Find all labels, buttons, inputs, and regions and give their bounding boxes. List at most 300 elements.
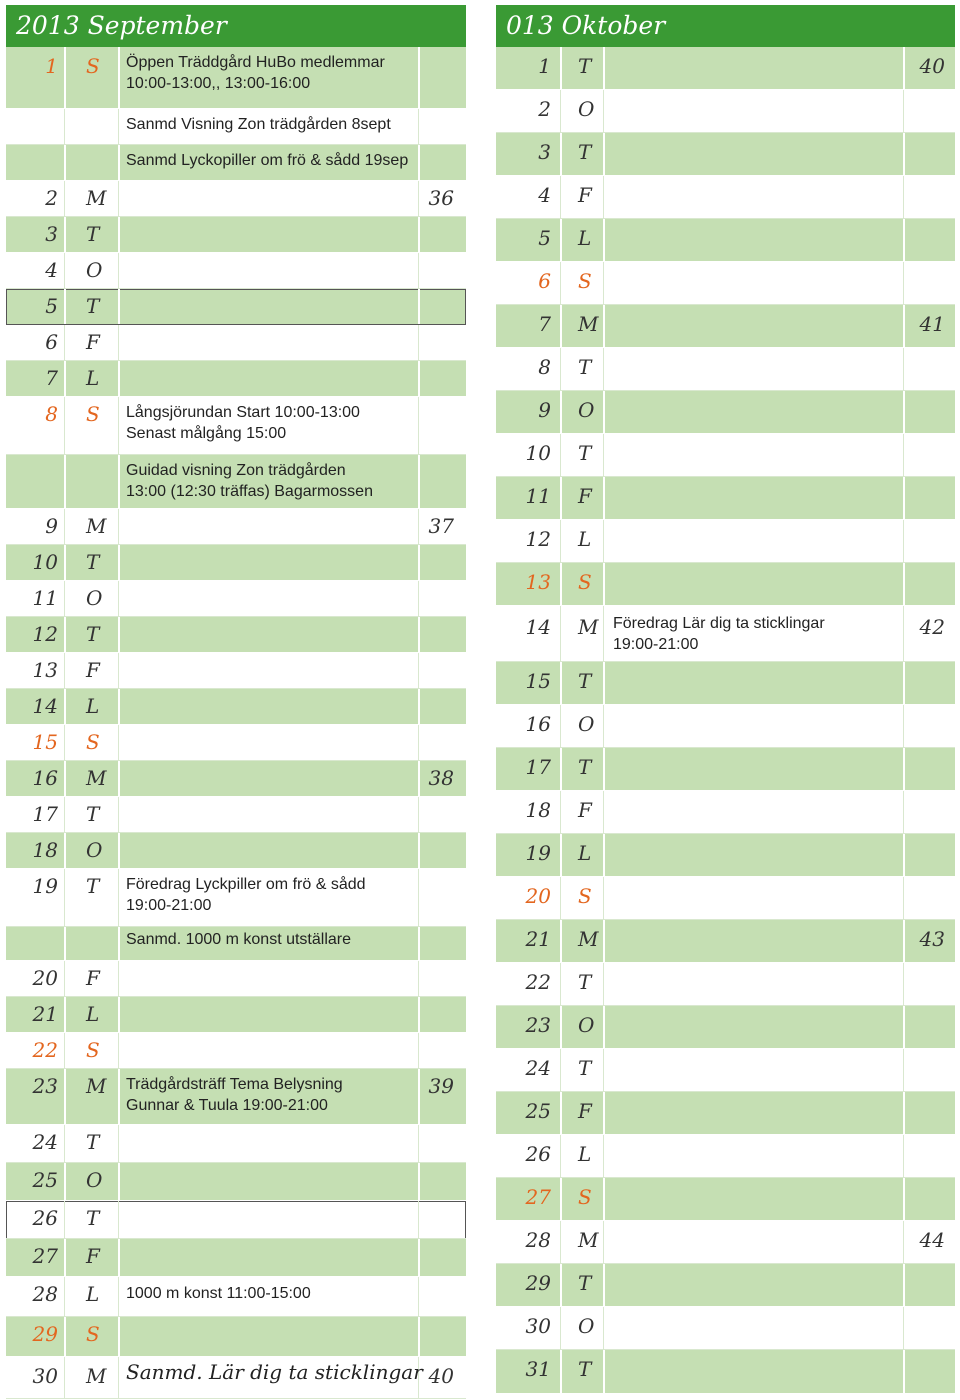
column-divider bbox=[560, 791, 561, 833]
weekday-letter: T bbox=[578, 970, 592, 994]
day-row-17 bbox=[496, 748, 955, 791]
column-divider bbox=[903, 262, 904, 304]
day-number: 18 bbox=[525, 798, 551, 822]
column-divider bbox=[118, 689, 120, 724]
weekday-letter: S bbox=[86, 730, 100, 754]
event-line: Sanmd. 1000 m konst utställare bbox=[126, 931, 352, 948]
day-row-2 bbox=[496, 90, 955, 133]
event-row bbox=[6, 927, 466, 961]
day-row-16 bbox=[6, 761, 466, 797]
column-divider bbox=[560, 262, 561, 304]
weekday-letter: F bbox=[86, 966, 100, 990]
day-number: 17 bbox=[525, 755, 551, 779]
day-number: 6 bbox=[538, 269, 551, 293]
event-line: 10:00-13:00,, 13:00-16:00 bbox=[126, 75, 311, 92]
day-row-14 bbox=[6, 689, 466, 725]
column-divider bbox=[603, 176, 604, 218]
column-divider bbox=[118, 289, 120, 324]
day-number: 28 bbox=[32, 1282, 58, 1306]
column-divider bbox=[903, 477, 905, 519]
weekday-letter: L bbox=[86, 1002, 100, 1026]
column-divider bbox=[903, 434, 904, 476]
day-number: 12 bbox=[525, 527, 551, 551]
column-divider bbox=[903, 748, 905, 790]
column-divider bbox=[64, 455, 66, 508]
column-divider bbox=[64, 797, 65, 832]
event-line: Gunnar & Tuula 19:00-21:00 bbox=[126, 1097, 328, 1114]
column-divider bbox=[418, 1163, 420, 1200]
weekday-letter: T bbox=[578, 1357, 592, 1381]
week-number: 39 bbox=[428, 1074, 454, 1098]
column-divider bbox=[560, 47, 562, 89]
day-number: 1 bbox=[45, 54, 58, 78]
column-divider bbox=[560, 133, 562, 175]
column-divider bbox=[560, 305, 562, 347]
column-divider bbox=[64, 1277, 65, 1316]
column-divider bbox=[560, 1307, 561, 1349]
column-divider bbox=[603, 1006, 605, 1048]
column-divider bbox=[903, 90, 904, 132]
weekday-letter: O bbox=[578, 1314, 595, 1338]
column-divider bbox=[903, 1264, 905, 1306]
column-divider bbox=[603, 920, 605, 962]
weekday-letter: S bbox=[578, 884, 592, 908]
event-line: 13:00 (12:30 träffas) Bagarmossen bbox=[126, 483, 373, 500]
day-number: 10 bbox=[525, 441, 551, 465]
weekday-letter: T bbox=[86, 550, 100, 574]
event-line: Öppen Träddgård HuBo medlemmar bbox=[126, 54, 385, 71]
column-divider bbox=[64, 1201, 65, 1238]
column-divider bbox=[560, 1178, 562, 1220]
day-row-10 bbox=[496, 434, 955, 477]
day-number: 21 bbox=[525, 927, 551, 951]
day-row-29 bbox=[6, 1317, 466, 1357]
weekday-letter: S bbox=[578, 269, 592, 293]
column-divider bbox=[603, 877, 604, 919]
column-divider bbox=[64, 509, 65, 544]
column-divider bbox=[603, 477, 605, 519]
column-divider bbox=[603, 963, 604, 1005]
column-divider bbox=[64, 761, 66, 796]
weekday-letter: L bbox=[86, 366, 100, 390]
oktober-rows bbox=[496, 47, 955, 1394]
column-divider bbox=[560, 1006, 562, 1048]
column-divider bbox=[903, 47, 905, 89]
column-divider bbox=[903, 963, 904, 1005]
column-divider bbox=[603, 748, 605, 790]
column-divider bbox=[418, 927, 420, 960]
day-row-5 bbox=[6, 289, 466, 325]
column-divider bbox=[64, 325, 65, 360]
column-divider bbox=[560, 90, 561, 132]
column-divider bbox=[603, 662, 605, 704]
column-divider bbox=[603, 90, 604, 132]
column-divider bbox=[118, 145, 120, 180]
day-number: 14 bbox=[32, 694, 58, 718]
day-row-3 bbox=[496, 133, 955, 176]
event-line: Långsjörundan Start 10:00-13:00 bbox=[126, 404, 360, 421]
column-divider bbox=[64, 545, 66, 580]
day-row-22 bbox=[496, 963, 955, 1006]
column-divider bbox=[903, 1178, 905, 1220]
column-divider bbox=[560, 1350, 562, 1393]
column-divider bbox=[560, 705, 561, 747]
column-divider bbox=[603, 1350, 605, 1393]
column-divider bbox=[418, 1033, 419, 1068]
column-divider bbox=[903, 176, 904, 218]
column-divider bbox=[118, 997, 120, 1032]
column-divider bbox=[64, 1163, 66, 1200]
weekday-letter: S bbox=[578, 1185, 592, 1209]
day-row-4 bbox=[496, 176, 955, 219]
column-divider bbox=[903, 705, 904, 747]
day-row-12 bbox=[496, 520, 955, 563]
day-row-7 bbox=[6, 361, 466, 397]
column-divider bbox=[418, 797, 419, 832]
week-number: 44 bbox=[919, 1228, 945, 1252]
day-number: 30 bbox=[525, 1314, 551, 1338]
column-divider bbox=[64, 109, 65, 144]
day-row-26 bbox=[496, 1135, 955, 1178]
column-divider bbox=[418, 361, 420, 396]
day-number: 12 bbox=[32, 622, 58, 646]
column-divider bbox=[603, 705, 604, 747]
column-divider bbox=[560, 963, 561, 1005]
column-divider bbox=[560, 391, 562, 433]
column-divider bbox=[418, 689, 420, 724]
day-number: 9 bbox=[538, 398, 551, 422]
weekday-letter: F bbox=[86, 658, 100, 682]
column-divider bbox=[418, 869, 419, 926]
day-number: 13 bbox=[525, 570, 551, 594]
weekday-letter: S bbox=[86, 402, 100, 426]
day-number: 27 bbox=[525, 1185, 551, 1209]
day-number: 5 bbox=[45, 294, 58, 318]
day-row-19 bbox=[6, 869, 466, 927]
column-divider bbox=[64, 1357, 65, 1398]
column-divider bbox=[118, 1239, 120, 1276]
event-line: 1000 m konst 11:00-15:00 bbox=[126, 1285, 311, 1302]
day-row-6 bbox=[496, 262, 955, 305]
day-row-11 bbox=[496, 477, 955, 520]
column-divider bbox=[903, 133, 905, 175]
day-row-31 bbox=[496, 1350, 955, 1394]
column-divider bbox=[118, 1201, 119, 1238]
weekday-letter: T bbox=[578, 355, 592, 379]
day-number: 24 bbox=[32, 1130, 58, 1154]
weekday-letter: T bbox=[578, 1056, 592, 1080]
column-divider bbox=[118, 1357, 119, 1398]
column-divider bbox=[560, 477, 562, 519]
day-row-1 bbox=[6, 47, 466, 109]
column-divider bbox=[64, 961, 65, 996]
event-line: 19:00-21:00 bbox=[126, 897, 212, 914]
day-number: 18 bbox=[32, 838, 58, 862]
column-divider bbox=[603, 1135, 604, 1177]
day-number: 21 bbox=[32, 1002, 58, 1026]
event-text bbox=[126, 150, 408, 171]
column-divider bbox=[560, 606, 561, 661]
weekday-letter: M bbox=[86, 766, 107, 790]
column-divider bbox=[418, 1069, 420, 1124]
column-divider bbox=[418, 617, 420, 652]
weekday-letter: T bbox=[86, 874, 100, 898]
column-divider bbox=[560, 1092, 562, 1134]
column-divider bbox=[603, 563, 605, 605]
weekday-letter: M bbox=[578, 312, 599, 336]
day-row-23 bbox=[496, 1006, 955, 1049]
day-number: 2 bbox=[45, 186, 58, 210]
day-row-8 bbox=[496, 348, 955, 391]
column-divider bbox=[903, 219, 905, 261]
column-divider bbox=[118, 869, 119, 926]
week-number: 36 bbox=[428, 186, 454, 210]
weekday-letter: T bbox=[86, 1206, 100, 1230]
day-number: 17 bbox=[32, 802, 58, 826]
column-divider bbox=[903, 1350, 905, 1393]
column-divider bbox=[118, 725, 119, 760]
weekday-letter: O bbox=[86, 1168, 103, 1192]
column-divider bbox=[560, 176, 561, 218]
day-number: 11 bbox=[525, 484, 551, 508]
day-number: 14 bbox=[525, 615, 551, 639]
column-divider bbox=[603, 262, 604, 304]
day-row-11 bbox=[6, 581, 466, 617]
day-number: 16 bbox=[525, 712, 551, 736]
column-divider bbox=[560, 1264, 562, 1306]
day-number: 24 bbox=[525, 1056, 551, 1080]
column-divider bbox=[118, 653, 119, 688]
day-number: 31 bbox=[525, 1357, 551, 1381]
weekday-letter: M bbox=[86, 514, 107, 538]
column-divider bbox=[118, 181, 119, 216]
day-row-30 bbox=[6, 1357, 466, 1399]
day-row-27 bbox=[496, 1178, 955, 1221]
day-row-25 bbox=[496, 1092, 955, 1135]
column-divider bbox=[603, 1221, 604, 1263]
column-divider bbox=[418, 761, 420, 796]
day-number: 19 bbox=[32, 874, 58, 898]
column-divider bbox=[418, 833, 420, 868]
column-divider bbox=[903, 834, 905, 876]
event-text bbox=[126, 1283, 311, 1304]
weekday-letter: L bbox=[578, 1142, 592, 1166]
calendar-september bbox=[6, 5, 466, 1399]
day-row-8 bbox=[6, 397, 466, 455]
column-divider bbox=[64, 47, 66, 108]
event-line: Föredrag Lyckpiller om frö & sådd bbox=[126, 876, 366, 893]
day-row-7 bbox=[496, 305, 955, 348]
column-divider bbox=[118, 797, 119, 832]
column-divider bbox=[64, 217, 66, 252]
month-title-september: 2013 September bbox=[6, 5, 466, 47]
day-number: 15 bbox=[32, 730, 58, 754]
calendar-oktober bbox=[496, 5, 955, 1394]
column-divider bbox=[64, 927, 66, 960]
column-divider bbox=[418, 253, 419, 288]
column-divider bbox=[118, 1069, 120, 1124]
column-divider bbox=[418, 653, 419, 688]
day-row-27 bbox=[6, 1239, 466, 1277]
weekday-letter: L bbox=[86, 694, 100, 718]
weekday-letter: F bbox=[86, 330, 100, 354]
weekday-letter: L bbox=[578, 841, 592, 865]
column-divider bbox=[118, 1033, 119, 1068]
column-divider bbox=[903, 662, 905, 704]
weekday-letter: M bbox=[578, 927, 599, 951]
column-divider bbox=[903, 606, 904, 661]
day-row-23 bbox=[6, 1069, 466, 1125]
weekday-letter: F bbox=[86, 1244, 100, 1268]
weekday-letter: O bbox=[578, 97, 595, 121]
day-number: 22 bbox=[32, 1038, 58, 1062]
day-number: 15 bbox=[525, 669, 551, 693]
weekday-letter: F bbox=[578, 798, 592, 822]
day-row-16 bbox=[496, 705, 955, 748]
column-divider bbox=[64, 289, 66, 324]
column-divider bbox=[603, 834, 605, 876]
column-divider bbox=[64, 833, 66, 868]
column-divider bbox=[118, 47, 120, 108]
weekday-letter: M bbox=[86, 186, 107, 210]
column-divider bbox=[903, 791, 904, 833]
column-divider bbox=[64, 145, 66, 180]
day-row-20 bbox=[496, 877, 955, 920]
column-divider bbox=[603, 791, 604, 833]
day-number: 26 bbox=[525, 1142, 551, 1166]
weekday-letter: L bbox=[578, 527, 592, 551]
day-row-25 bbox=[6, 1163, 466, 1201]
weekday-letter: O bbox=[578, 712, 595, 736]
column-divider bbox=[903, 1006, 905, 1048]
column-divider bbox=[560, 563, 562, 605]
column-divider bbox=[418, 1125, 419, 1162]
column-divider bbox=[603, 1307, 604, 1349]
day-number: 29 bbox=[525, 1271, 551, 1295]
event-text bbox=[126, 874, 366, 916]
week-number: 37 bbox=[428, 514, 454, 538]
column-divider bbox=[903, 877, 904, 919]
day-number: 6 bbox=[45, 330, 58, 354]
column-divider bbox=[560, 520, 561, 562]
weekday-letter: O bbox=[578, 1013, 595, 1037]
day-number: 2 bbox=[538, 97, 551, 121]
column-divider bbox=[64, 997, 66, 1032]
day-row-6 bbox=[6, 325, 466, 361]
column-divider bbox=[64, 1317, 66, 1356]
column-divider bbox=[118, 397, 119, 454]
september-rows bbox=[6, 47, 466, 1399]
column-divider bbox=[603, 434, 604, 476]
event-text bbox=[613, 613, 825, 655]
day-number: 11 bbox=[32, 586, 58, 610]
column-divider bbox=[603, 520, 604, 562]
column-divider bbox=[418, 145, 420, 180]
column-divider bbox=[903, 391, 905, 433]
week-number: 38 bbox=[428, 766, 454, 790]
day-number: 23 bbox=[525, 1013, 551, 1037]
column-divider bbox=[64, 617, 66, 652]
column-divider bbox=[64, 397, 65, 454]
event-row bbox=[6, 109, 466, 145]
event-line: Sanmd Lyckopiller om frö & sådd 19sep bbox=[126, 152, 409, 169]
day-row-29 bbox=[496, 1264, 955, 1307]
event-line: Sanmd. Lär dig ta sticklingar bbox=[126, 1360, 423, 1384]
weekday-letter: M bbox=[578, 1228, 599, 1252]
day-number: 28 bbox=[525, 1228, 551, 1252]
weekday-letter: O bbox=[578, 398, 595, 422]
column-divider bbox=[560, 1221, 561, 1263]
day-number: 3 bbox=[538, 140, 551, 164]
event-text bbox=[126, 1074, 343, 1116]
column-divider bbox=[560, 748, 562, 790]
event-text bbox=[126, 460, 373, 502]
column-divider bbox=[418, 1201, 419, 1238]
column-divider bbox=[903, 1092, 905, 1134]
weekday-letter: S bbox=[86, 54, 100, 78]
day-number: 13 bbox=[32, 658, 58, 682]
column-divider bbox=[903, 563, 905, 605]
day-number: 20 bbox=[32, 966, 58, 990]
column-divider bbox=[64, 253, 65, 288]
column-divider bbox=[560, 920, 562, 962]
event-text bbox=[126, 114, 391, 135]
column-divider bbox=[118, 109, 119, 144]
day-number: 8 bbox=[45, 402, 58, 426]
column-divider bbox=[64, 181, 65, 216]
day-row-9 bbox=[6, 509, 466, 545]
column-divider bbox=[118, 361, 120, 396]
column-divider bbox=[418, 325, 419, 360]
day-number: 16 bbox=[32, 766, 58, 790]
day-row-20 bbox=[6, 961, 466, 997]
day-row-18 bbox=[6, 833, 466, 869]
column-divider bbox=[118, 545, 120, 580]
column-divider bbox=[118, 581, 119, 616]
column-divider bbox=[603, 348, 604, 390]
day-number: 25 bbox=[525, 1099, 551, 1123]
column-divider bbox=[903, 1221, 904, 1263]
column-divider bbox=[560, 434, 561, 476]
weekday-letter: M bbox=[86, 1074, 107, 1098]
day-number: 9 bbox=[45, 514, 58, 538]
day-row-28 bbox=[6, 1277, 466, 1317]
column-divider bbox=[64, 725, 65, 760]
weekday-letter: T bbox=[578, 441, 592, 465]
column-divider bbox=[418, 1317, 420, 1356]
column-divider bbox=[603, 305, 605, 347]
day-row-15 bbox=[6, 725, 466, 761]
column-divider bbox=[64, 361, 66, 396]
weekday-letter: T bbox=[578, 140, 592, 164]
day-number: 7 bbox=[45, 366, 58, 390]
column-divider bbox=[118, 217, 120, 252]
weekday-letter: L bbox=[86, 1282, 100, 1306]
event-line: Trädgårdsträff Tema Belysning bbox=[126, 1076, 343, 1093]
day-row-2 bbox=[6, 181, 466, 217]
column-divider bbox=[118, 1163, 120, 1200]
column-divider bbox=[903, 1135, 904, 1177]
column-divider bbox=[418, 581, 419, 616]
weekday-letter: T bbox=[86, 1130, 100, 1154]
column-divider bbox=[560, 348, 561, 390]
column-divider bbox=[560, 219, 562, 261]
weekday-letter: M bbox=[578, 615, 599, 639]
day-row-13 bbox=[496, 563, 955, 606]
day-row-30 bbox=[496, 1307, 955, 1350]
column-divider bbox=[64, 1069, 66, 1124]
column-divider bbox=[118, 455, 120, 508]
